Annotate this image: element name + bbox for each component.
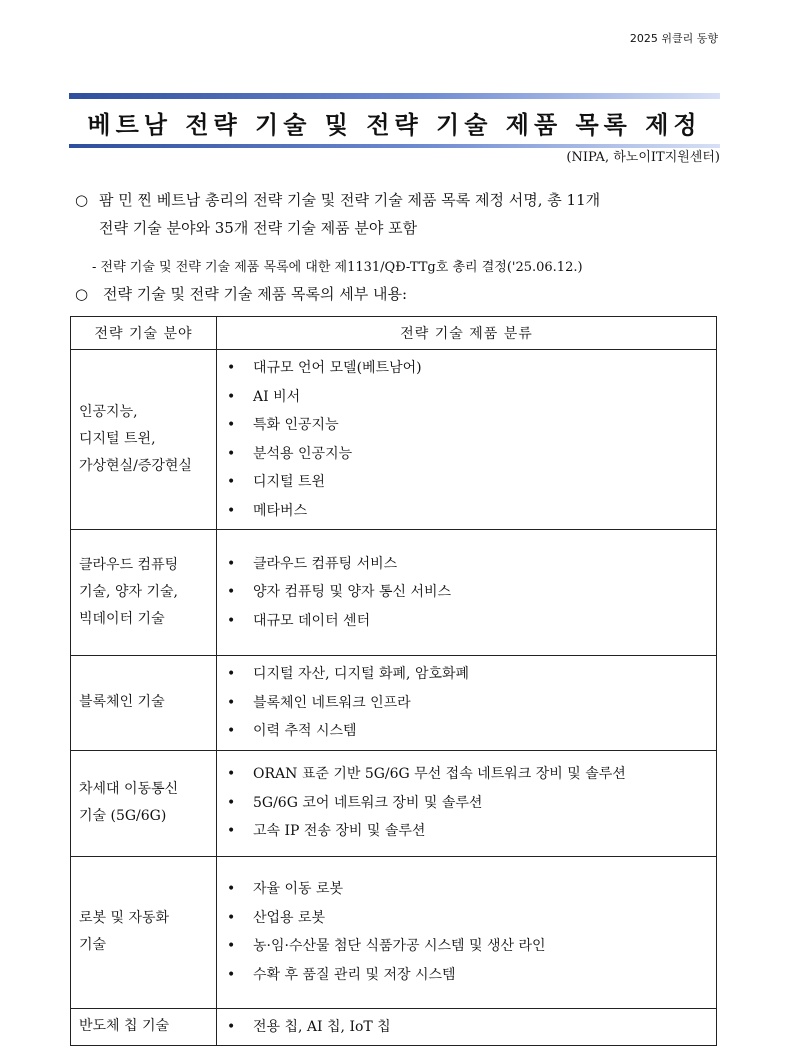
table-row — [71, 350, 717, 530]
product-text: ORAN 표준 기반 5G/6G 무선 접속 네트워크 장비 및 솔루션 — [253, 766, 626, 783]
tech-field-line: 클라우드 컴퓨팅 — [79, 557, 179, 573]
tech-field-cell — [71, 1008, 217, 1046]
tech-field-cell — [71, 856, 217, 1008]
product-list — [217, 871, 716, 993]
product-list — [217, 656, 716, 750]
product-list — [217, 546, 716, 640]
tech-field-line: 차세대 이동통신 — [79, 781, 179, 797]
product-list — [217, 756, 716, 850]
product-list-cell — [217, 656, 717, 751]
product-list — [217, 1009, 716, 1046]
product-text: 수확 후 품질 관리 및 저장 시스템 — [253, 966, 456, 983]
page-title: 베트남 전략 기술 및 전략 기술 제품 목록 제정 — [87, 110, 702, 139]
bullet-dot-icon: • — [227, 388, 236, 405]
list-item — [227, 440, 716, 469]
table-row — [71, 530, 717, 656]
product-text: 양자 컴퓨팅 및 양자 통신 서비스 — [253, 584, 452, 601]
list-item — [227, 817, 716, 846]
bullet-dot-icon: • — [227, 584, 236, 601]
bullet-dot-icon: • — [227, 666, 236, 682]
product-text: 고속 IP 전송 장비 및 솔루션 — [253, 823, 426, 840]
product-text: 대규모 데이터 센터 — [253, 612, 371, 629]
source-attribution: (NIPA, 하노이IT지원센터) — [566, 150, 720, 165]
list-item — [227, 875, 716, 904]
product-text: 자율 이동 로봇 — [253, 881, 344, 897]
list-item — [227, 717, 716, 746]
col-header-products: 전략 기술 제품 분류 — [217, 317, 717, 350]
bullet-dot-icon: • — [227, 360, 236, 376]
col-header-field: 전략 기술 분야 — [71, 317, 217, 350]
list-item — [227, 932, 716, 961]
list-item — [227, 961, 716, 990]
table-header-row — [71, 317, 717, 350]
bullet-dot-icon: • — [227, 555, 236, 572]
product-text: 특화 인공지능 — [253, 417, 339, 433]
bullet-dot-icon: • — [227, 766, 236, 783]
list-item — [227, 383, 716, 412]
bullet-dot-icon: • — [227, 612, 236, 629]
title-band — [69, 93, 720, 148]
summary-line-1: 팜 민 찐 베트남 총리의 전략 기술 및 전략 기술 제품 목록 제정 서명, 총 11개 — [99, 191, 601, 209]
bullet-dot-icon: • — [227, 823, 236, 840]
bullet-dot-icon: • — [227, 723, 236, 739]
tech-field-line: 기술, 양자 기술, — [79, 584, 178, 600]
product-text: 대규모 언어 모델(베트남어) — [253, 360, 422, 376]
product-list-cell — [217, 350, 717, 530]
list-item — [227, 607, 716, 636]
list-item — [227, 578, 716, 607]
list-item — [227, 497, 716, 526]
bullet-dot-icon: • — [227, 502, 236, 519]
product-list-cell — [217, 750, 717, 856]
bullet-dot-icon: • — [227, 966, 236, 983]
tech-field-cell — [71, 656, 217, 751]
bullet-dot-icon: • — [227, 794, 236, 811]
table-row — [71, 750, 717, 856]
list-item — [227, 1013, 716, 1042]
tech-field-line: 로봇 및 자동화 — [79, 910, 170, 926]
product-list — [217, 350, 716, 529]
strategic-tech-table — [70, 316, 717, 1046]
list-item — [227, 760, 716, 789]
product-text: 5G/6G 코어 네트워크 장비 및 솔루션 — [253, 794, 483, 811]
tech-field-line: 인공지능, — [79, 404, 138, 420]
tech-field-line: 기술 (5G/6G) — [79, 808, 167, 824]
bullet-dot-icon: • — [227, 1018, 236, 1035]
product-text: 전용 칩, AI 칩, IoT 칩 — [253, 1018, 391, 1035]
tech-field-cell — [71, 350, 217, 530]
tech-field-cell — [71, 530, 217, 656]
bullet-dot-icon: • — [227, 909, 236, 926]
product-text: 이력 추적 시스템 — [253, 723, 357, 739]
list-item — [227, 411, 716, 440]
tech-field-line: 반도체 칩 기술 — [79, 1018, 170, 1035]
bullet-dot-icon: • — [227, 445, 236, 462]
product-text: 메타버스 — [253, 502, 308, 519]
tech-field-line: 블록체인 기술 — [79, 694, 165, 711]
product-text: AI 비서 — [253, 388, 301, 405]
product-text: 디지털 트윈 — [253, 474, 326, 490]
detail-intro — [75, 280, 725, 308]
product-text: 디지털 자산, 디지털 화폐, 암호화폐 — [253, 666, 470, 682]
product-list-cell — [217, 1008, 717, 1046]
list-item — [227, 689, 716, 718]
list-item — [227, 904, 716, 933]
product-text: 분석용 인공지능 — [253, 445, 353, 462]
list-item — [227, 550, 716, 579]
list-item — [227, 660, 716, 689]
bullet-dot-icon: • — [227, 938, 236, 954]
tech-field-line: 디지털 트윈, — [79, 431, 156, 447]
header-tag: 2025 위클리 동향 — [629, 32, 718, 45]
tech-field-cell — [71, 750, 217, 856]
tech-field-line: 빅데이터 기술 — [79, 611, 165, 627]
tech-field-line: 가상현실/증강현실 — [79, 458, 192, 474]
summary-paragraph — [75, 186, 725, 242]
table-row — [71, 656, 717, 751]
circle-bullet-icon: ○ — [75, 285, 89, 303]
decision-reference: - 전략 기술 및 전략 기술 제품 목록에 대한 제1131/QĐ-TTg호 총리 결정('25.06.12.) — [92, 260, 583, 275]
list-item — [227, 468, 716, 497]
summary-line-2: 전략 기술 분야와 35개 전략 기술 제품 분야 포함 — [99, 219, 418, 237]
product-text: 농·임·수산물 첨단 식품가공 시스템 및 생산 라인 — [253, 938, 546, 954]
product-text: 클라우드 컴퓨팅 서비스 — [253, 555, 398, 572]
bullet-dot-icon: • — [227, 881, 236, 897]
list-item — [227, 354, 716, 383]
product-list-cell — [217, 530, 717, 656]
bullet-dot-icon: • — [227, 417, 236, 433]
product-text: 블록체인 네트워크 인프라 — [253, 694, 411, 711]
detail-intro-text: 전략 기술 및 전략 기술 제품 목록의 세부 내용: — [103, 285, 408, 303]
tech-field-line: 기술 — [79, 937, 107, 953]
circle-bullet-icon: ○ — [75, 191, 89, 209]
table-row — [71, 856, 717, 1008]
list-item — [227, 789, 716, 818]
bullet-dot-icon: • — [227, 474, 236, 490]
bullet-dot-icon: • — [227, 694, 236, 711]
product-list-cell — [217, 856, 717, 1008]
table-row — [71, 1008, 717, 1046]
product-text: 산업용 로봇 — [253, 909, 326, 926]
